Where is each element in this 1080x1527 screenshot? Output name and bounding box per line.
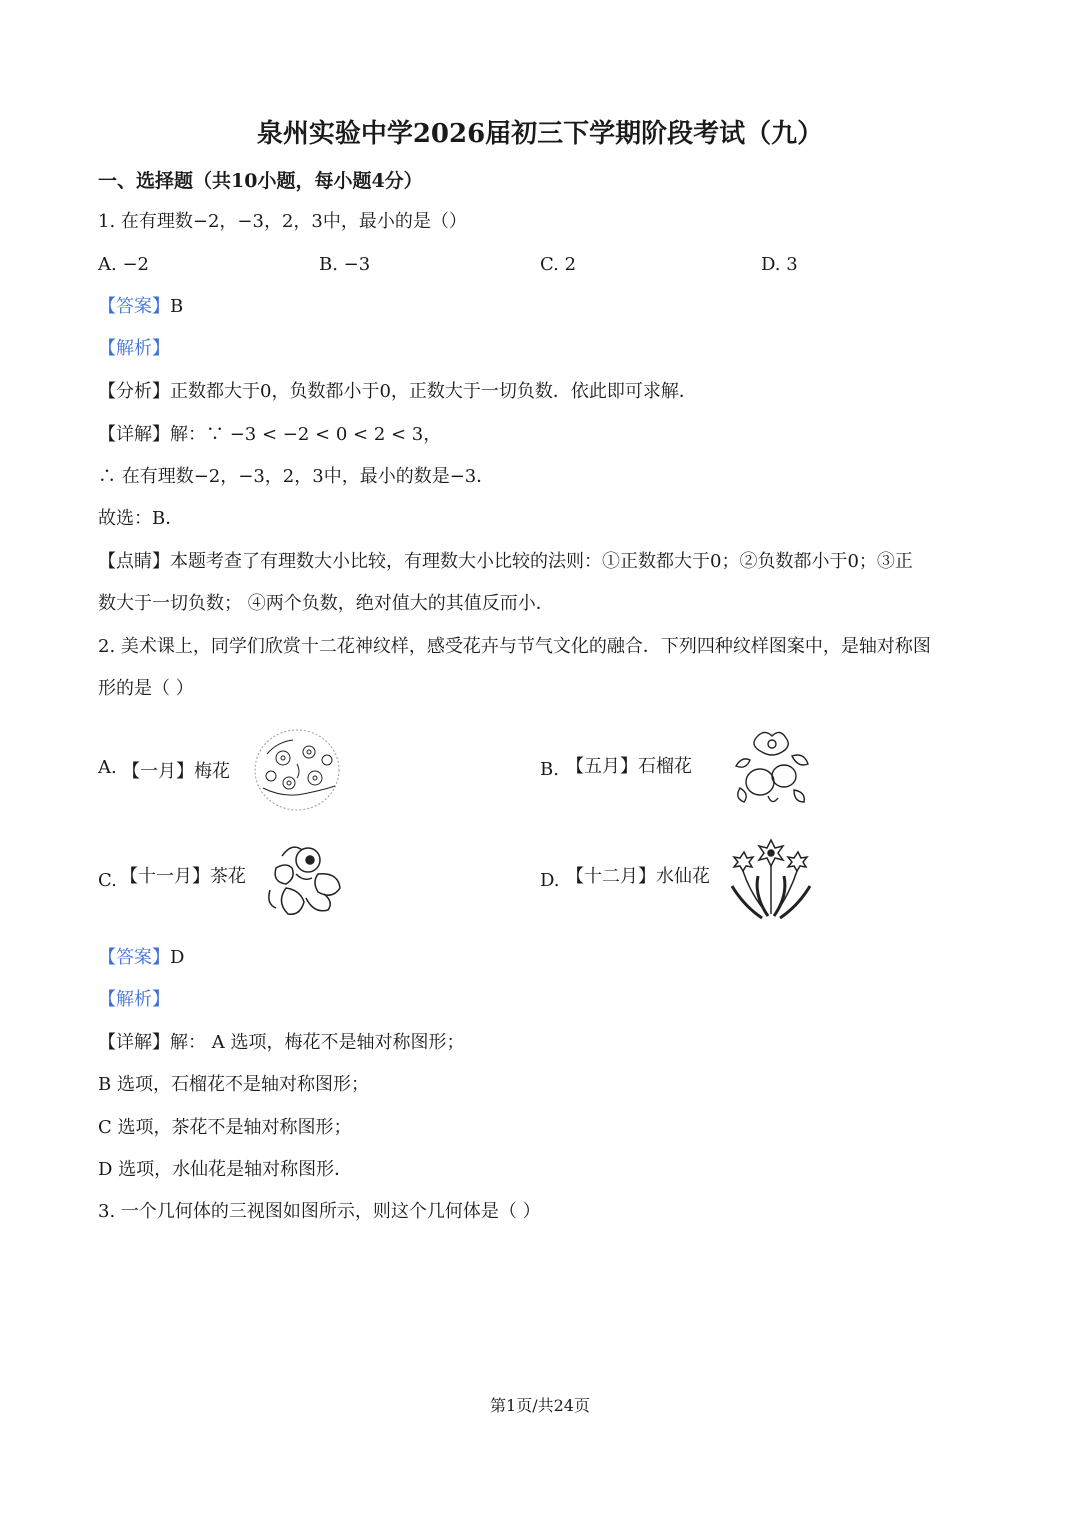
q2-option-a-letter: A.: [98, 757, 117, 778]
q3-stem: 3. 一个几何体的三视图如图所示，则这个几何体是（ ）: [98, 1201, 541, 1222]
xiangjie-tag: 【详解】: [98, 1032, 170, 1053]
camellia-pattern-icon: [262, 838, 346, 922]
answer-value: D: [170, 947, 185, 968]
q2-option-d-label: 【十二月】水仙花: [566, 866, 710, 887]
q2-option-a-label: 【一月】梅花: [122, 761, 230, 782]
answer-tag: 【答案】: [98, 296, 170, 317]
q2-line-c: C 选项，茶花不是轴对称图形；: [98, 1117, 352, 1138]
q2-line-d: D 选项，水仙花是轴对称图形．: [98, 1159, 353, 1180]
q1-conclusion: ∴ 在有理数−2，−3，2，3中，最小的数是−3．: [98, 466, 495, 487]
q1-dianjing: [98, 550, 913, 574]
q2-answer: [98, 946, 184, 970]
q1-choose: 故选：B．: [98, 508, 184, 529]
q2-option-c-label: 【十一月】茶花: [120, 866, 246, 887]
q2-line-b: B 选项，石榴花不是轴对称图形；: [98, 1074, 369, 1095]
xiangjie-text: 解： A 选项，梅花不是轴对称图形；: [170, 1032, 465, 1053]
dianjing-text-1: 本题考查了有理数大小比较，有理数大小比较的法则：①正数都大于0；②负数都小于0；③正: [170, 551, 913, 572]
fenxi-tag: 【分析】: [98, 381, 170, 402]
q2-stem-1: 2. 美术课上，同学们欣赏十二花神纹样，感受花卉与节气文化的融合．下列四种纹样图案中，是轴对称图: [98, 636, 931, 657]
q1-stem: 1. 在有理数−2，−3，2，3中，最小的是（）: [98, 211, 467, 232]
page-number: 第1页/共24页: [490, 1396, 590, 1415]
section-heading: 一、选择题（共10小题，每小题4分）: [98, 170, 423, 192]
xiangjie-text: 解：∵ −3 < −2 < 0 < 2 < 3，: [170, 424, 442, 445]
q2-option-c-letter: C.: [98, 870, 117, 891]
q1-option-b: B. −3: [319, 254, 371, 275]
q1-answer: [98, 295, 183, 319]
answer-value: B: [170, 296, 184, 317]
q1-xiangjie: [98, 423, 441, 447]
q1-option-d: D. 3: [761, 254, 798, 275]
q1-dianjing-cont: 数大于一切负数； ④两个负数，绝对值大的其值反而小．: [98, 593, 554, 614]
narcissus-pattern-icon: [728, 836, 814, 922]
page-title: 泉州实验中学2026届初三下学期阶段考试（九）: [256, 119, 824, 149]
q2-stem-2: 形的是（ ）: [98, 678, 194, 699]
q1-analysis-tag: 【解析】: [98, 338, 170, 359]
xiangjie-tag: 【详解】: [98, 424, 170, 445]
plum-blossom-pattern-icon: [253, 728, 341, 812]
answer-tag: 【答案】: [98, 947, 170, 968]
q2-analysis-tag: 【解析】: [98, 989, 170, 1010]
q2-option-d-letter: D.: [540, 870, 560, 891]
q2-option-b-label: 【五月】石榴花: [566, 756, 692, 777]
q1-option-a: A. −2: [98, 254, 149, 275]
fenxi-text: 正数都大于0，负数都小于0，正数大于一切负数．依此即可求解．: [170, 381, 697, 402]
q2-xiangjie: [98, 1031, 464, 1055]
dianjing-tag: 【点睛】: [98, 551, 170, 572]
q1-option-c: C. 2: [540, 254, 577, 275]
q2-option-b-letter: B.: [540, 759, 559, 780]
q1-fenxi: [98, 380, 697, 404]
pomegranate-flower-pattern-icon: [728, 726, 814, 808]
